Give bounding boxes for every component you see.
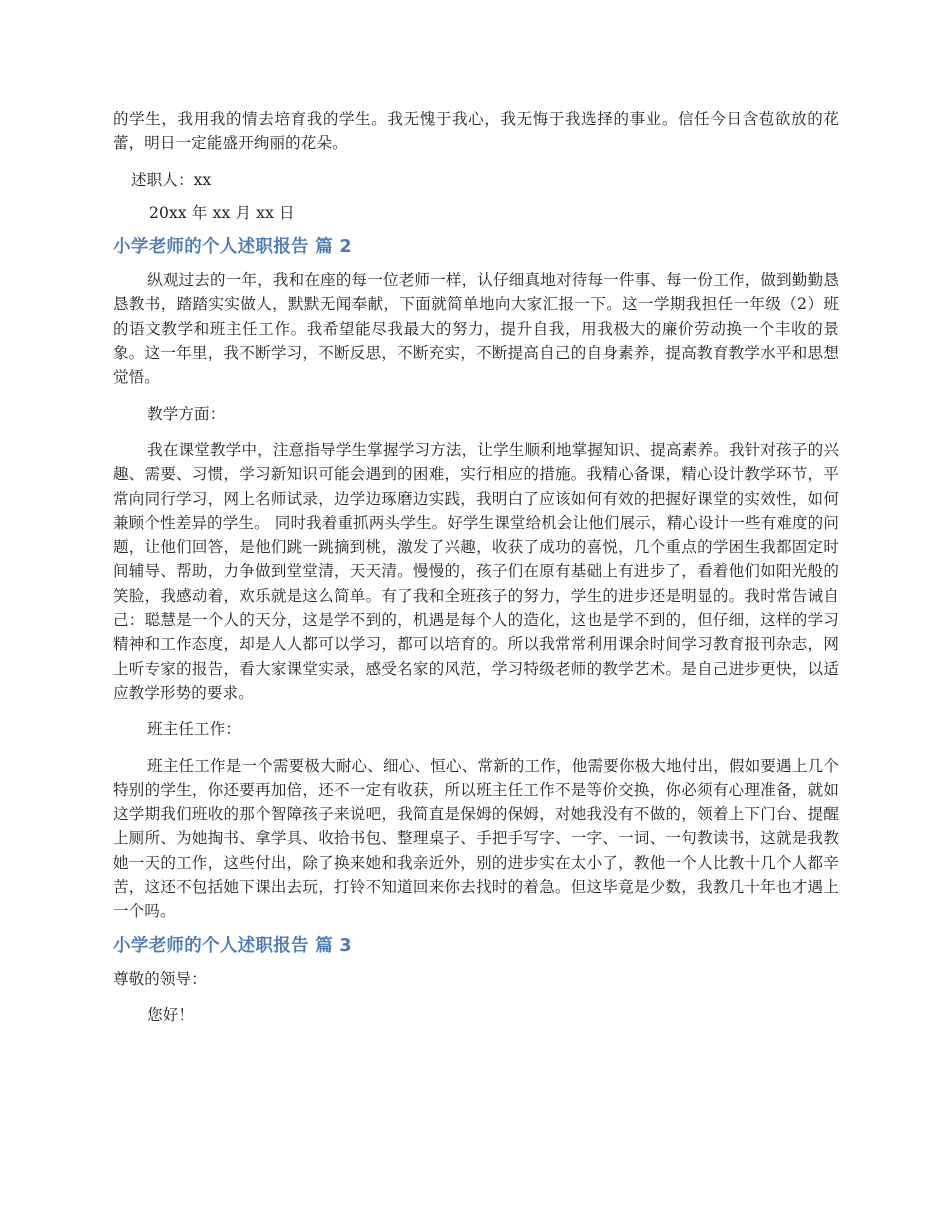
paragraph-teaching: 我在课堂教学中，注意指导学生掌握学习方法，让学生顺利地掌握知识、提高素养。我针对孩子的兴趣、需要、习惯，学习新知识可能会遇到的困难，实行相应的措施。我精心备课，精心设计教学环节，平常向同行学习，网上名师试录，边学边琢磨边实践，我明白了应该如何有效的把握好课堂的实效性，如何兼顾个性差异的学生。 同时我着重抓两头学生。好学生课堂给机会让他们展示，精心设计一些有难度的问题，让他们回答，是他们跳一跳摘到桃，激发了兴趣，收获了成功的喜悦，几个重点的学困生我都固定时间辅导、帮助，力争做到堂堂清，天天清。慢慢的，孩子们在原有基础上有进步了，看着他们如阳光般的笑脸，我感动着，欢乐就是这么简单。有了我和全班孩子的努力，学生的进步还是明显的。我时常告诫自己：聪慧是一个人的天分，这是学不到的，机遇是每个人的造化，这也是学不到的，但仔细，这样的学习精神和工作态度，却是人人都可以学习，都可以培育的。所以我常常利用课余时间学习教育报刊杂志，网上听专家的报告，看大家课堂实录，感受名家的风范，学习特级老师的教学艺术。是自己进步更快，以适应教学形势的要求。 bbox=[113, 440, 839, 702]
date-line: 20xx 年 xx 月 xx 日 bbox=[149, 203, 295, 222]
class-teacher-label: 班主任工作： bbox=[147, 720, 241, 739]
greeting-line: 尊敬的领导： bbox=[113, 969, 207, 988]
document-page bbox=[113, 107, 839, 1027]
teaching-label: 教学方面： bbox=[147, 404, 226, 423]
hello-line: 您好！ bbox=[147, 1005, 195, 1024]
paragraph-class-teacher: 班主任工作是一个需要极大耐心、细心、恒心、常新的工作，他需要你极大地付出，假如要遇上几个特别的学生，你还要再加倍，还不一定有收获，所以班主任工作不是等价交换，你必须有心理准备，就如这学期我们班收的那个智障孩子来说吧，我简直是保姆的保姆，对她我没有不做的，领着上下门台、提醒上厕所、为她掏书、拿学具、收拾书包、整理桌子、手把手写字、一字、一词、一句教读书，这就是我教她一天的工作，这些付出，除了换来她和我亲近外，别的进步实在太小了，教他一个人比教十几个人都辛苦，这还不包括她下课出去玩，打铃不知道回来你去找时的着急。但这毕竟是少数，我教几十年也才遇上一个吗。 bbox=[113, 756, 839, 921]
section-heading-3: 小学老师的个人述职报告 篇 3 bbox=[113, 935, 352, 956]
paragraph-intro: 纵观过去的一年，我和在座的每一位老师一样，认仔细真地对待每一件事、每一份工作，做到勤勤恳恳教书，踏踏实实做人，默默无闻奉献，下面就简单地向大家汇报一下。这一学期我担任一年级（2）班的语文教学和班主任工作。我希望能尽我最大的努力，提升自我，用我极大的廉价劳动换一个丰收的景象。这一年里，我不断学习，不断反思，不断充实，不断提高自己的自身素养，提高教育教学水平和思想觉悟。 bbox=[113, 271, 839, 387]
section-heading-2: 小学老师的个人述职报告 篇 2 bbox=[113, 237, 352, 258]
signature-line: 述职人：xx bbox=[131, 170, 212, 189]
paragraph-closing: 的学生，我用我的情去培育我的学生。我无愧于我心，我无悔于我选择的事业。信任今日含苞欲放的花蕾，明日一定能盛开绚丽的花朵。 bbox=[113, 110, 839, 153]
